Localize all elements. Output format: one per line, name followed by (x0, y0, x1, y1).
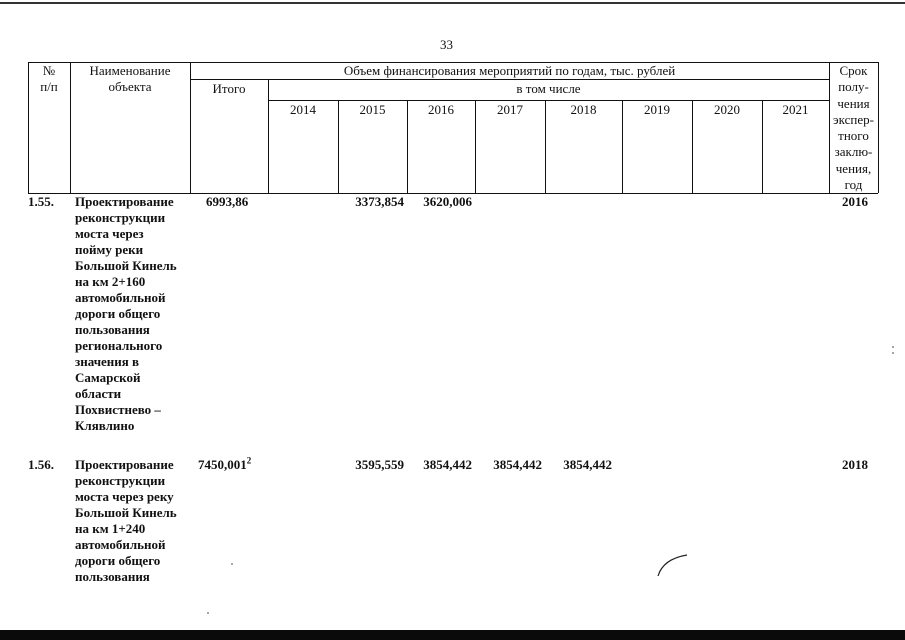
header-year-2014: 2014 (290, 102, 316, 117)
row-value-2016: 3854,442 (423, 457, 472, 472)
header-term-line: экспер- (833, 111, 874, 127)
header-year-2018: 2018 (570, 102, 597, 117)
header-term-line: полу- (838, 79, 869, 95)
row-object-name: Проектирование реконструкции моста через пойму реки Большой Кинель на км 2+160 автомобильной дороги общего пользования регионального значения в Самарской области Похвистнево – Клявлино (75, 194, 177, 433)
scan-speck (892, 352, 894, 354)
header-year-2020: 2020 (714, 102, 740, 117)
row-object-name: Проектирование реконструкции моста через реку Большой Кинель на км 1+240 автомобильной дороги общего пользования (75, 457, 177, 584)
including-header-rule (268, 100, 829, 101)
header-term-line: Срок (839, 63, 868, 78)
header-term-line: год (844, 177, 863, 193)
row-total-footnote: 2 (246, 455, 252, 466)
header-year-2021: 2021 (782, 102, 809, 117)
header-including: в том числе (516, 81, 581, 96)
scan-edge-top (0, 2, 905, 4)
page-number: 33 (440, 37, 453, 52)
row-number: 1.55. (28, 194, 54, 209)
scan-edge-bottom (0, 630, 905, 640)
row-term: 2018 (842, 457, 868, 472)
header-funding: Объем финансирования мероприятий по годам, тыс. рублей (343, 63, 676, 78)
header-name: Наименование объекта (89, 63, 171, 94)
header-num: № (42, 63, 56, 78)
header-term-line: заклю- (834, 144, 873, 160)
pen-stroke-mark (655, 548, 691, 578)
header-num-sub: п/п (40, 79, 58, 94)
scan-speck (892, 346, 894, 348)
row-value-2015: 3373,854 (355, 194, 404, 209)
header-year-2015: 2015 (359, 102, 386, 117)
header-year-2016: 2016 (428, 102, 454, 117)
row-total (206, 194, 248, 210)
row-total-value: 6993,86 (206, 194, 249, 209)
header-term-line: чения (837, 95, 870, 111)
header-total: Итого (212, 81, 246, 96)
table-right-border (878, 62, 879, 193)
row-value-2016: 3620,006 (423, 194, 472, 209)
header-term-line: чения, (835, 160, 872, 176)
row-value-2017: 3854,442 (493, 457, 542, 472)
row-term: 2016 (842, 194, 868, 209)
row-value-2018: 3854,442 (563, 457, 612, 472)
row-total (198, 457, 251, 473)
scan-speck (207, 612, 209, 614)
scan-speck (231, 563, 233, 565)
funding-header-rule (190, 79, 829, 80)
header-term-line: тного (838, 128, 869, 144)
row-total-value: 7450,001 (198, 457, 247, 472)
header-year-2017: 2017 (497, 102, 523, 117)
col-divider-num (70, 62, 71, 193)
header-year-2019: 2019 (644, 102, 670, 117)
header-term (829, 63, 878, 193)
row-number: 1.56. (28, 457, 54, 472)
row-value-2015: 3595,559 (355, 457, 404, 472)
